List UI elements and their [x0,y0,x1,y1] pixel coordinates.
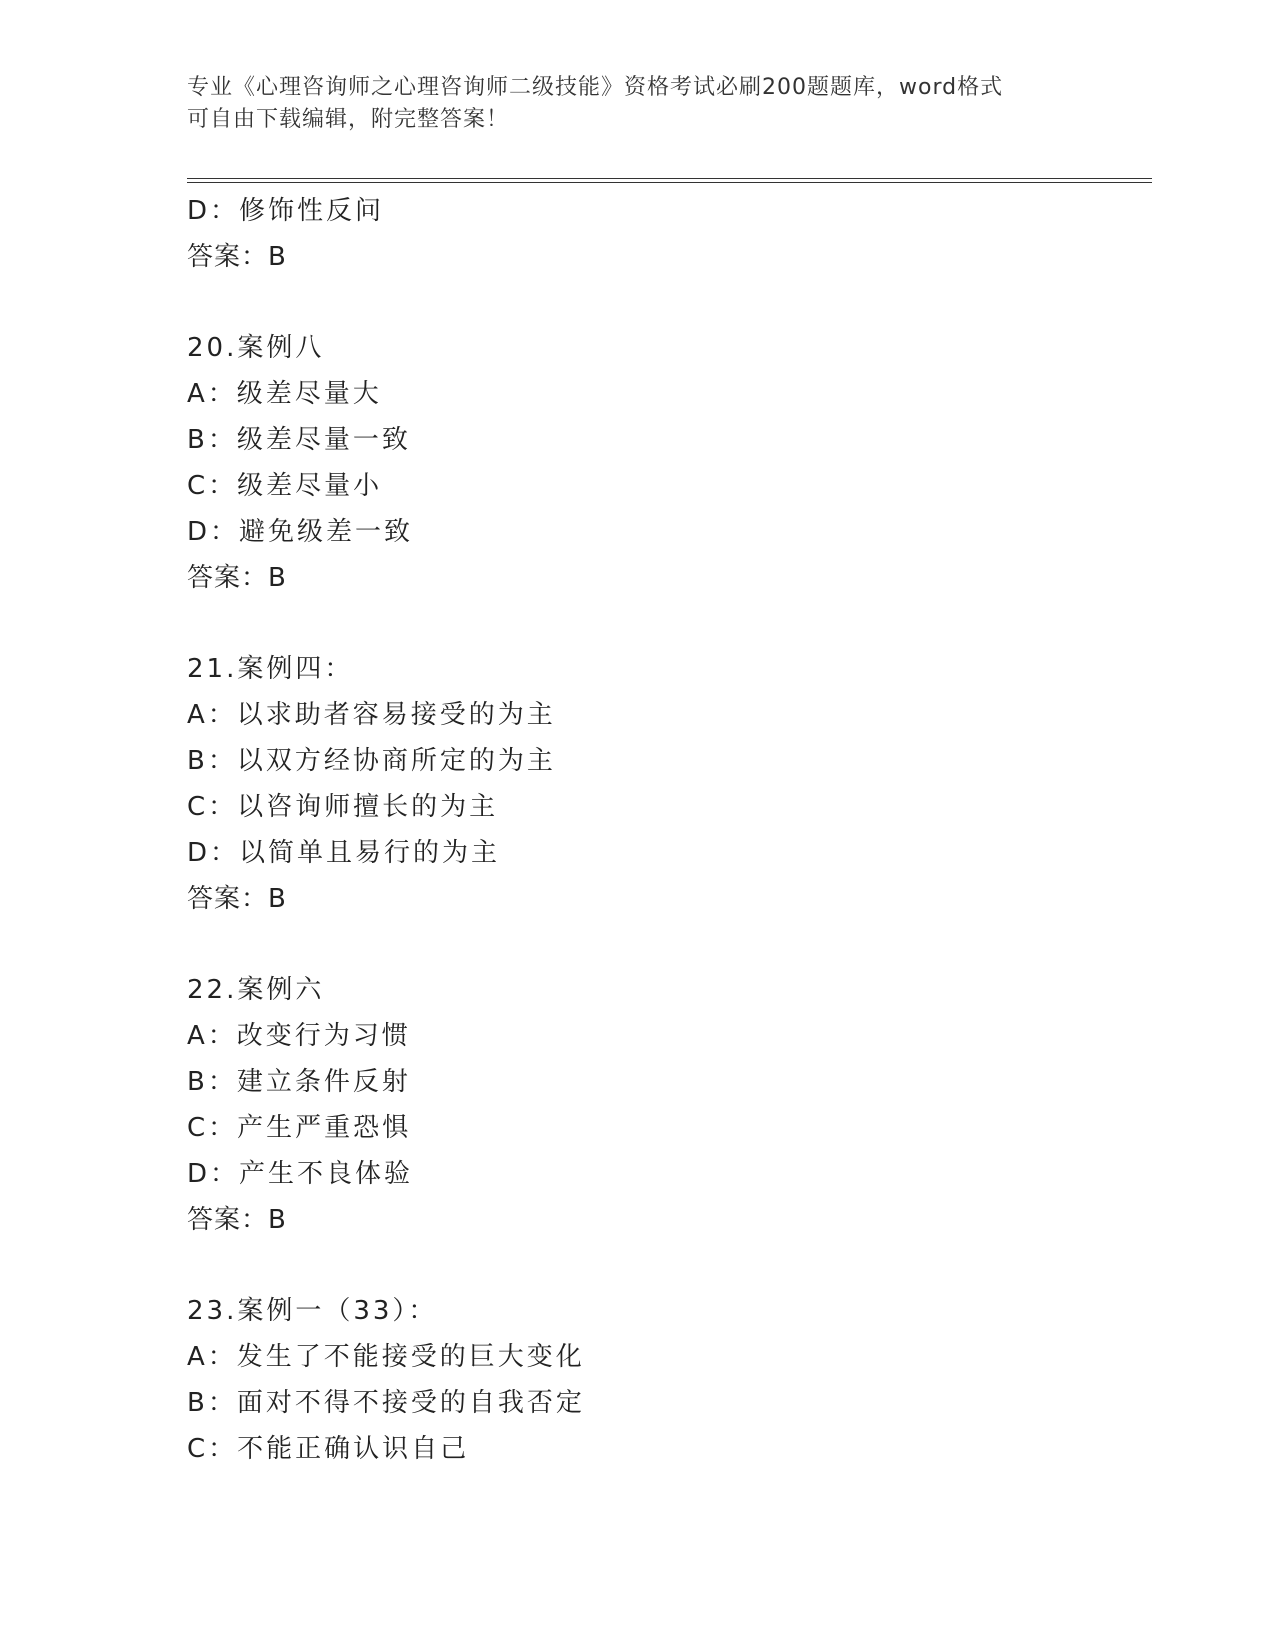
question-title: 23.案例一（33）： [187,1296,438,1326]
option-a: A：以求助者容易接受的为主 [187,700,556,730]
option-c: C：以咨询师擅长的为主 [187,792,499,822]
question-title: 22.案例六 [187,975,325,1005]
question-list [187,188,1127,1472]
spacer [187,922,1127,967]
option-d: D：产生不良体验 [187,1159,414,1189]
question-title: 21.案例四： [187,654,354,684]
question-22 [187,967,1127,1243]
option-d: D：以简单且易行的为主 [187,838,501,868]
question-fragment [187,188,1127,280]
option-d: D：避免级差一致 [187,517,414,547]
question-20 [187,325,1127,601]
option-b: B：建立条件反射 [187,1067,411,1097]
option-b: B：以双方经协商所定的为主 [187,746,556,776]
answer-line: 答案：B [187,563,287,593]
option-b: B：级差尽量一致 [187,425,411,455]
option-a: A：改变行为习惯 [187,1021,411,1051]
answer-line: 答案：B [187,884,287,914]
option-a: A：级差尽量大 [187,379,382,409]
question-21 [187,646,1127,922]
header-line-2: 可自由下载编辑，附完整答案！ [187,107,510,132]
option-c: C：产生严重恐惧 [187,1113,412,1143]
spacer [187,1243,1127,1288]
header-line-1: 专业《心理咨询师之心理咨询师二级技能》资格考试必刷200题题库，word格式 [187,75,1004,100]
answer-line: 答案：B [187,1205,287,1235]
option-c: C：不能正确认识自己 [187,1434,470,1464]
option-c: C：级差尽量小 [187,471,383,501]
page-header [187,72,1087,136]
spacer [187,280,1127,325]
question-title: 20.案例八 [187,333,325,363]
header-rule-top [187,178,1152,179]
option-b: B：面对不得不接受的自我否定 [187,1388,585,1418]
header-rule-bottom [187,182,1152,183]
answer-line: 答案：B [187,242,287,272]
option-d: D：修饰性反问 [187,196,385,226]
spacer [187,601,1127,646]
question-23 [187,1288,1127,1472]
option-a: A：发生了不能接受的巨大变化 [187,1342,585,1372]
